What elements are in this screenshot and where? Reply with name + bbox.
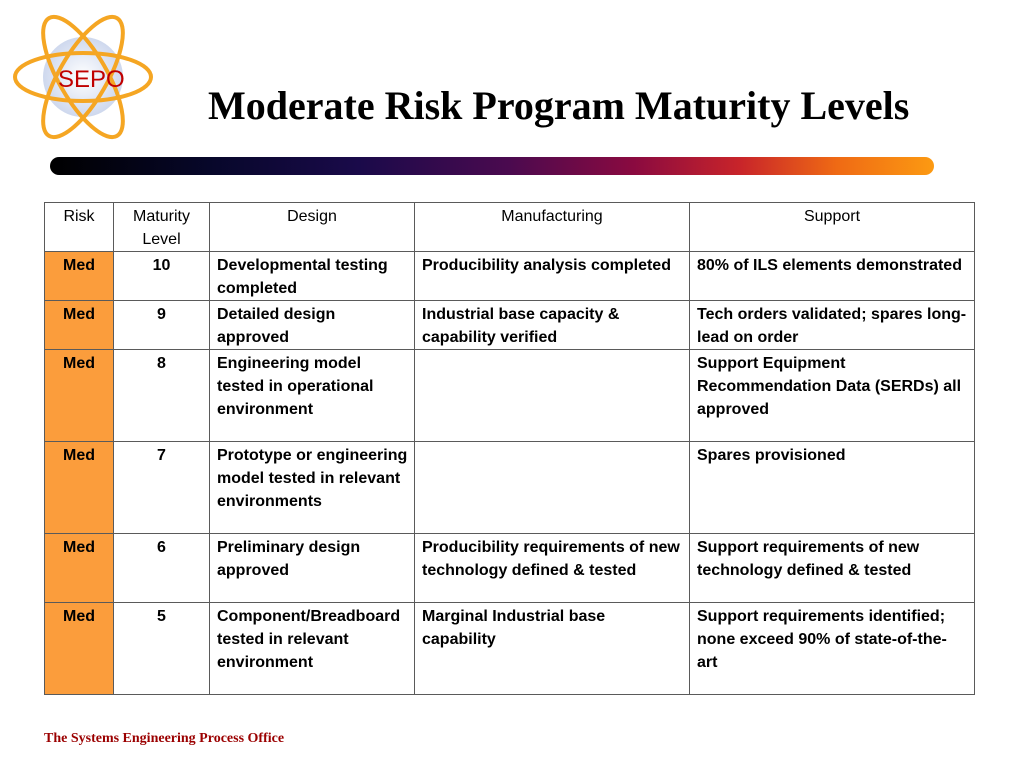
header-risk: Risk — [45, 203, 114, 252]
manufacturing-cell — [415, 442, 690, 534]
risk-cell: Med — [45, 252, 114, 301]
gradient-divider — [50, 157, 934, 175]
manufacturing-cell: Marginal Industrial base capability — [415, 603, 690, 695]
risk-cell: Med — [45, 301, 114, 350]
support-cell: 80% of ILS elements demonstrated — [690, 252, 975, 301]
page-title: Moderate Risk Program Maturity Levels — [208, 83, 910, 128]
logo-text: SEPO — [58, 66, 125, 93]
design-cell: Developmental testing completed — [210, 252, 415, 301]
header-manufacturing: Manufacturing — [415, 203, 690, 252]
level-cell: 5 — [114, 603, 210, 695]
level-cell: 9 — [114, 301, 210, 350]
support-cell: Support requirements identified; none exceed 90% of state-of-the-art — [690, 603, 975, 695]
manufacturing-cell — [415, 350, 690, 442]
risk-cell: Med — [45, 534, 114, 603]
manufacturing-cell: Producibility analysis completed — [415, 252, 690, 301]
risk-cell: Med — [45, 350, 114, 442]
table-row — [45, 252, 975, 301]
table-row — [45, 301, 975, 350]
risk-cell: Med — [45, 603, 114, 695]
header-support: Support — [690, 203, 975, 252]
support-cell: Support requirements of new technology defined & tested — [690, 534, 975, 603]
table-row — [45, 603, 975, 695]
support-cell: Tech orders validated; spares long-lead on order — [690, 301, 975, 350]
design-cell: Engineering model tested in operational environment — [210, 350, 415, 442]
design-cell: Prototype or engineering model tested in relevant environments — [210, 442, 415, 534]
support-cell: Spares provisioned — [690, 442, 975, 534]
header-maturity-level: Maturity Level — [114, 203, 210, 252]
table-row — [45, 442, 975, 534]
level-cell: 7 — [114, 442, 210, 534]
header-design: Design — [210, 203, 415, 252]
design-cell: Component/Breadboard tested in relevant environment — [210, 603, 415, 695]
level-cell: 6 — [114, 534, 210, 603]
level-cell: 10 — [114, 252, 210, 301]
header-row — [45, 203, 975, 252]
maturity-table — [44, 202, 975, 695]
footer-text: The Systems Engineering Process Office — [44, 731, 285, 746]
risk-cell: Med — [45, 442, 114, 534]
design-cell: Preliminary design approved — [210, 534, 415, 603]
level-cell: 8 — [114, 350, 210, 442]
table-row — [45, 350, 975, 442]
sepo-logo — [8, 2, 158, 152]
support-cell: Support Equipment Recommendation Data (SERDs) all approved — [690, 350, 975, 442]
manufacturing-cell: Industrial base capacity & capability verified — [415, 301, 690, 350]
table-row — [45, 534, 975, 603]
manufacturing-cell: Producibility requirements of new technology defined & tested — [415, 534, 690, 603]
design-cell: Detailed design approved — [210, 301, 415, 350]
